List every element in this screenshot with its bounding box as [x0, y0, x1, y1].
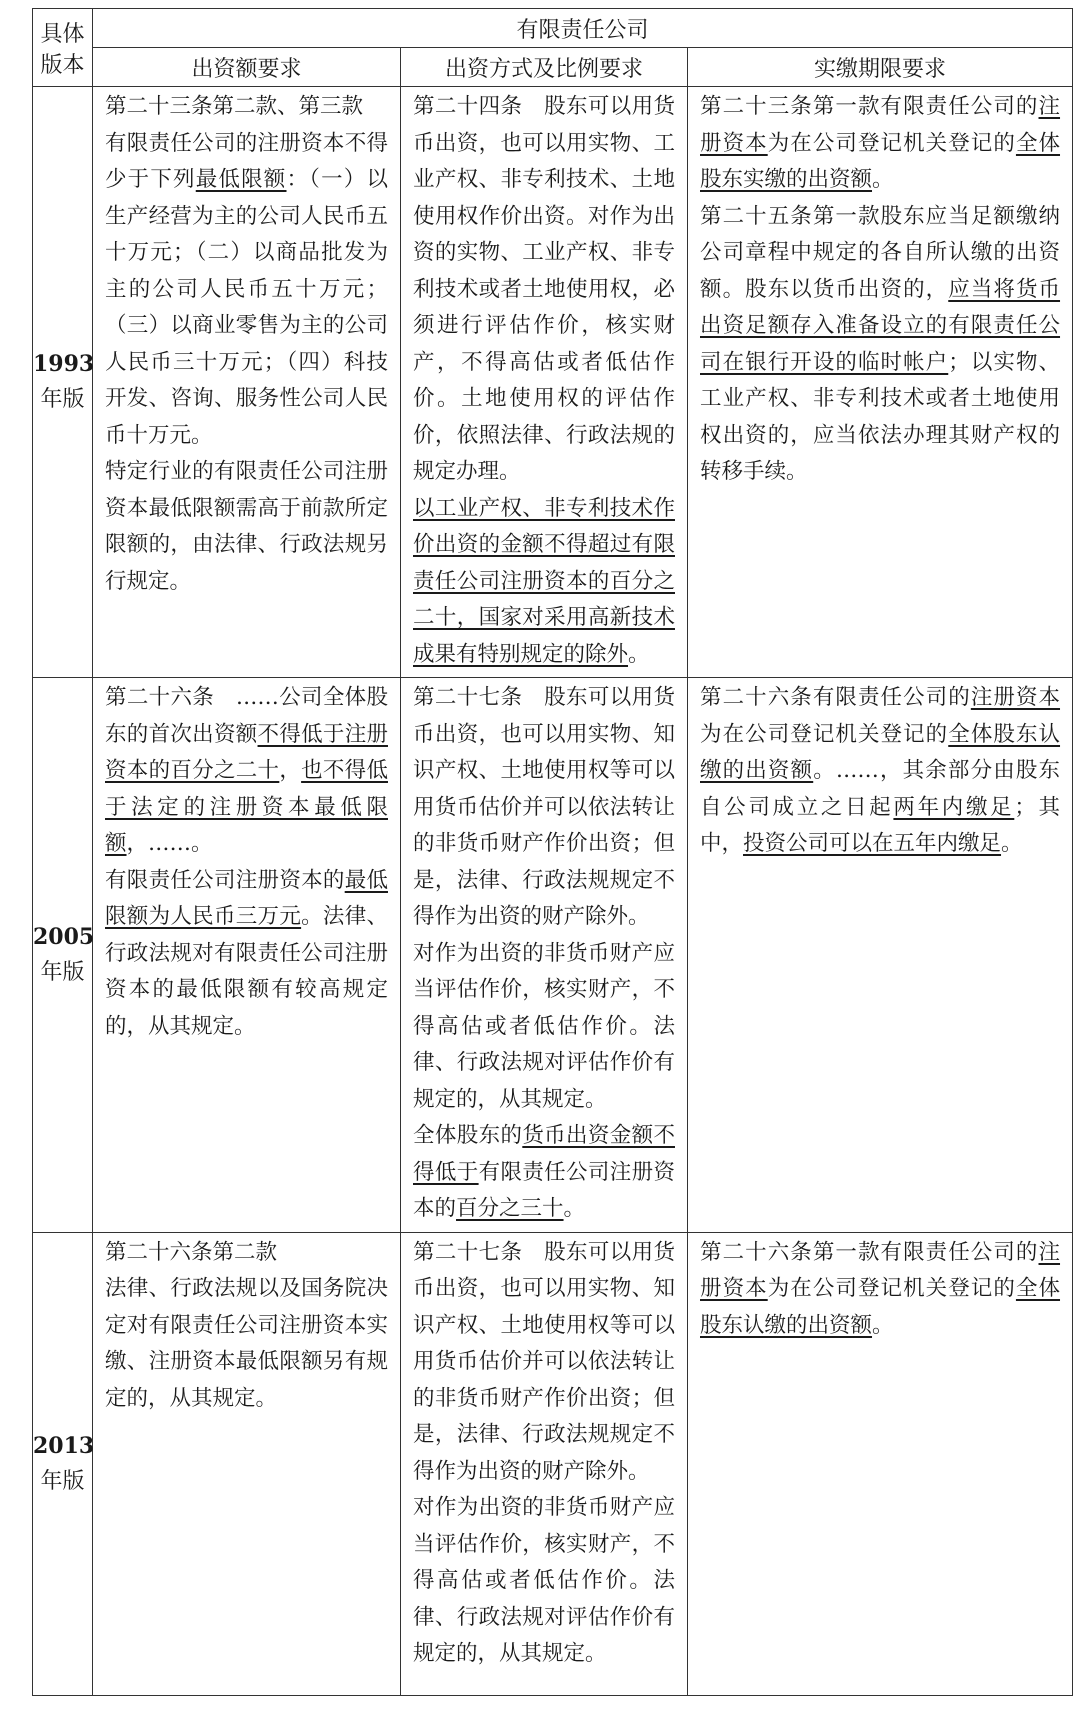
- text-run: 。: [1001, 831, 1023, 856]
- underlined-text: 最低限额: [195, 167, 287, 192]
- text-run: 第二十四条 股东可以用货币出资，也可以用实物、工业产权、非专利技术、土地使用权作价出资。对作为出资的实物、工业产权、非专利技术或者土地使用权，必须进行评估作价，核实财产，不得高估或者低估作价。土地使用权的评估作价，依照法律、行政法规的规定办理。: [413, 94, 675, 484]
- underlined-text: 投资公司可以在五年内缴足: [743, 831, 1002, 856]
- underlined-text: 百分之三十: [456, 1196, 564, 1221]
- underlined-text: 也不得低于法定的注册资本最低限额: [105, 758, 388, 856]
- text-run: 全体股东的: [413, 1123, 523, 1148]
- method-cell: [401, 678, 688, 1233]
- cell-paragraph: [700, 680, 1060, 863]
- text-run: 为在公司登记机关登记的: [700, 721, 949, 747]
- version-header-cell: [33, 9, 93, 87]
- text-run: 特定行业的有限责任公司注册资本最低限额需高于前款所定限额的，由法律、行政法规另行规定。: [105, 459, 388, 594]
- column-header-amount: 出资额要求: [93, 48, 401, 87]
- underlined-text: 全体股东认缴的出资额: [700, 721, 1061, 783]
- text-run: 法律、行政法规以及国务院决定对有限责任公司注册资本实缴、注册资本最低限额另有规定的，从其规定。: [105, 1276, 388, 1411]
- method-cell: [401, 1232, 688, 1695]
- version-year: 1993: [33, 351, 95, 377]
- text-run: ，……。: [126, 831, 213, 856]
- row-1993: [33, 87, 1073, 678]
- header-row-sub: [33, 48, 1073, 87]
- deadline-cell: [688, 678, 1073, 1233]
- text-run: 第二十七条 股东可以用货币出资，也可以用实物、知识产权、土地使用权等可以用货币估价并可以依法转让的非货币财产作价出资；但是，法律、行政法规规定不得作为出资的财产除外。: [413, 685, 675, 929]
- text-run: 对作为出资的非货币财产应当评估作价，核实财产，不得高估或者低估作价。法律、行政法规对评估作价有规定的，从其规定。: [413, 1495, 675, 1666]
- cell-paragraph: [700, 199, 1060, 491]
- version-suffix: 年版: [40, 387, 85, 412]
- underlined-text: 应当将货币出资足额存入准备设立的有限责任公司在银行开设的临时帐户: [700, 276, 1061, 375]
- cell-paragraph: [413, 491, 675, 674]
- cell-paragraph: [105, 680, 388, 863]
- cell-paragraph: [105, 863, 388, 1046]
- cell-paragraph: [700, 89, 1060, 199]
- underlined-text: 两年内缴足: [893, 794, 1015, 820]
- text-run: 。: [872, 167, 894, 192]
- amount-cell: [93, 678, 401, 1233]
- deadline-cell: [688, 87, 1073, 678]
- text-run: 第二十五条第一款股东应当足额缴纳公司章程中规定的各自所认缴的出资额。股东以货币出资的，: [700, 203, 1061, 302]
- cell-paragraph: [413, 936, 675, 1119]
- underlined-text: 全体股东实缴的出资额: [700, 130, 1061, 192]
- cell-paragraph: [105, 454, 388, 600]
- underlined-text: 注册资本: [700, 1239, 1061, 1301]
- cell-paragraph: [413, 1118, 675, 1228]
- underlined-text: 不得低于注册资本的百分之二十: [105, 721, 388, 783]
- column-header-method: 出资方式及比例要求: [401, 48, 688, 87]
- cell-paragraph: [413, 680, 675, 936]
- underlined-text: 注册资本: [700, 94, 1061, 156]
- text-run: 。法律、行政法规对有限责任公司注册资本的最低限额有较高规定的，从其规定。: [105, 904, 388, 1039]
- text-run: 对作为出资的非货币财产应当评估作价，核实财产，不得高估或者低估作价。法律、行政法规对评估作价有规定的，从其规定。: [413, 940, 675, 1112]
- text-run: 第二十六条有限责任公司的: [700, 685, 971, 710]
- version-cell: [33, 1232, 93, 1695]
- text-run: 第二十三条第二款、第三款: [105, 94, 364, 119]
- text-run: ；其中，: [700, 794, 1060, 856]
- cell-paragraph: [105, 1271, 388, 1417]
- text-run: 。: [872, 1312, 894, 1338]
- text-run: 有限责任公司的注册资本不得少于下列: [105, 130, 388, 192]
- text-run: 。: [563, 1196, 586, 1221]
- cell-paragraph: [105, 89, 388, 126]
- cell-paragraph: [700, 1235, 1060, 1345]
- text-run: 第二十七条 股东可以用货币出资，也可以用实物、知识产权、土地使用权等可以用货币估价并可以依法转让的非货币财产作价出资；但是，法律、行政法规规定不得作为出资的财产除外。: [413, 1239, 675, 1484]
- underlined-text: 注册资本: [970, 685, 1061, 710]
- text-run: 第二十六条第二款: [105, 1239, 278, 1265]
- text-run: 为在公司登记机关登记的: [767, 130, 1016, 156]
- deadline-cell: [688, 1232, 1073, 1695]
- row-2005: [33, 678, 1073, 1233]
- amount-cell: [93, 87, 401, 678]
- text-run: 为在公司登记机关登记的: [767, 1276, 1016, 1301]
- cell-paragraph: [413, 1235, 675, 1491]
- text-run: ：（一）以生产经营为主的公司人民币五十万元；（二）以商品批发为主的公司人民币五十万元；（三）以商业零售为主的公司人民币三十万元；（四）科技开发、咨询、服务性公司人民币十万元。: [105, 167, 388, 448]
- underlined-text: 货币出资金额不得低于: [413, 1123, 675, 1185]
- row-2013: [33, 1232, 1073, 1695]
- text-run: ；以实物、工业产权、非专利技术或者土地使用权出资的，应当依法办理其财产权的转移手续。: [700, 349, 1061, 484]
- version-year: 2005: [33, 923, 95, 950]
- cell-paragraph: [105, 1235, 388, 1272]
- version-header: 具体版本: [40, 21, 85, 78]
- law-comparison-table: [32, 8, 1073, 1696]
- version-year: 2013: [33, 1432, 95, 1459]
- cell-paragraph: [105, 126, 388, 455]
- text-run: 。……，其余部分由股东自公司成立之日起: [700, 758, 1061, 820]
- text-run: 第二十三条第一款有限责任公司的: [700, 94, 1039, 119]
- text-run: 。: [628, 641, 650, 667]
- text-run: 第二十六条 ……公司全体股东的首次出资额: [105, 685, 388, 747]
- column-header-deadline: 实缴期限要求: [688, 48, 1073, 87]
- text-run: 第二十六条第一款有限责任公司的: [700, 1239, 1039, 1265]
- header-row-top: [33, 9, 1073, 48]
- text-run: 有限责任公司注册资本的: [105, 867, 345, 893]
- underlined-text: 以工业产权、非专利技术作价出资的金额不得超过有限责任公司注册资本的百分之二十，国家对采用高新技术成果有特别规定的除外: [413, 495, 675, 667]
- amount-cell: [93, 1232, 401, 1695]
- group-header: 有限责任公司: [93, 9, 1073, 48]
- version-suffix: 年版: [40, 1468, 85, 1494]
- version-cell: [33, 87, 93, 678]
- version-cell: [33, 678, 93, 1233]
- cell-paragraph: [413, 1490, 675, 1673]
- method-cell: [401, 87, 688, 678]
- underlined-text: 最低限额为人民币三万元: [105, 867, 388, 929]
- underlined-text: 全体股东认缴的出资额: [700, 1276, 1061, 1338]
- text-run: ，: [279, 758, 302, 783]
- text-run: 有限责任公司注册资本的: [413, 1159, 675, 1221]
- version-suffix: 年版: [40, 959, 85, 985]
- cell-paragraph: [413, 89, 675, 491]
